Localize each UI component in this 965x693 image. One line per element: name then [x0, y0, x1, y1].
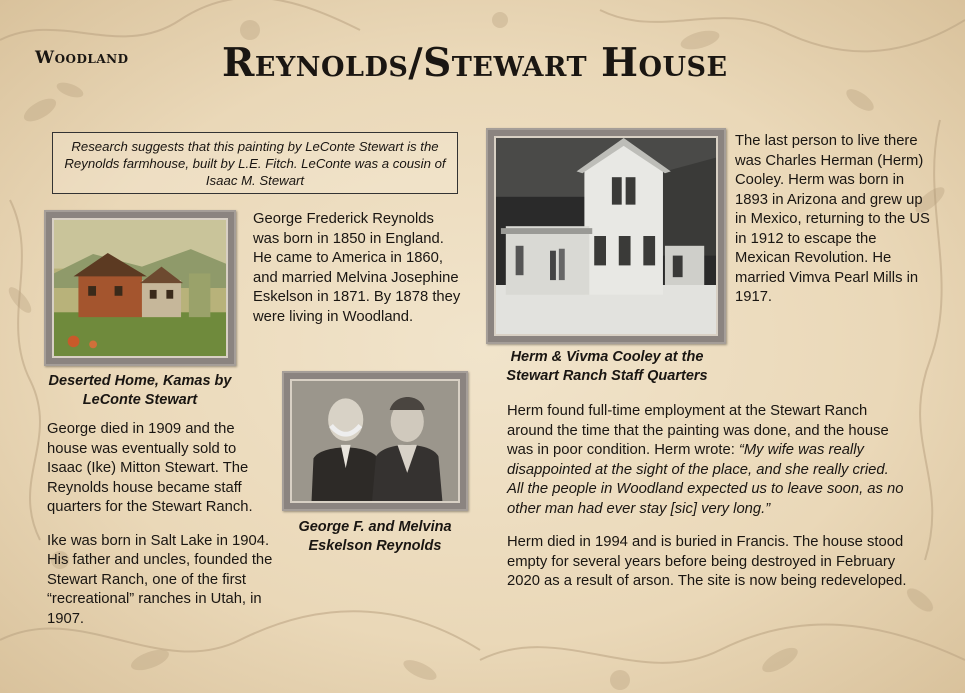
george-bio-text	[253, 210, 463, 327]
portrait-caption: George F. and Melvina Eskelson Reynolds	[298, 519, 452, 554]
quarters-image	[496, 138, 716, 334]
painting-photo-frame	[44, 210, 236, 366]
last-resident-text	[735, 132, 935, 308]
ike-bio-paragraph: Ike was born in Salt Lake in 1904. His father and uncles, founded the Stewart Ranch, one of the first “recreational” ranches in Utah, in 1907.	[47, 532, 273, 627]
house-fate-paragraph: Herm died in 1994 and is buried in Francis. The house stood empty for several years before being destroyed in February 2020 as a result of arson. The site is now being redeveloped.	[507, 534, 907, 589]
george-bio-paragraph: George Frederick Reynolds was born in 1850 in England. He came to America in 1860, and married Melvina Josephine Eskelson in 1871. By 1878 they were living in Woodland.	[253, 211, 461, 325]
herm-quote: “My wife was really disappointed at the sight of the place, and she really cried. All the people in Woodland expected us to leave soon, as no other man had ever stay [sic] very long.”	[507, 442, 904, 517]
painting-image	[54, 220, 226, 356]
right-lower-text	[507, 402, 907, 592]
george-death-paragraph: George died in 1909 and the house was eventually sold to Isaac (Ike) Mitton Stewart. The Reynolds house became staff quarters for the Stewart Ranch.	[47, 421, 253, 515]
painting-caption: Deserted Home, Kamas by LeConte Stewart	[48, 373, 232, 408]
portrait-image	[292, 381, 458, 501]
herm-employment-paragraph	[507, 402, 907, 519]
portrait-photo-frame	[282, 371, 468, 511]
left-column-text	[47, 420, 275, 629]
region-label: Woodland	[35, 48, 129, 68]
intro-box	[52, 132, 458, 194]
intro-text: Research suggests that this painting by LeConte Stewart is the Reynolds farmhouse, built by L.E. Fitch. LeConte was a cousin of Isaac M. Stewart	[64, 139, 446, 188]
quarters-caption: Herm & Vivma Cooley at the Stewart Ranch Staff Quarters	[506, 349, 708, 384]
page-title: Reynolds/Stewart House	[222, 40, 728, 86]
last-resident-paragraph: The last person to live there was Charles Herman (Herm) Cooley. Herm was born in 1893 in Arizona and grew up in Mexico, returning to the US in 1912 to escape the Mexican Revolution. He married Vimva Pearl Mills in 1917.	[735, 133, 930, 305]
herm-employment-text: Herm found full-time employment at the Stewart Ranch around the time that the painting was done, and the house was in poor condition. Herm wrote:	[507, 403, 889, 458]
quarters-photo-frame	[486, 128, 726, 344]
